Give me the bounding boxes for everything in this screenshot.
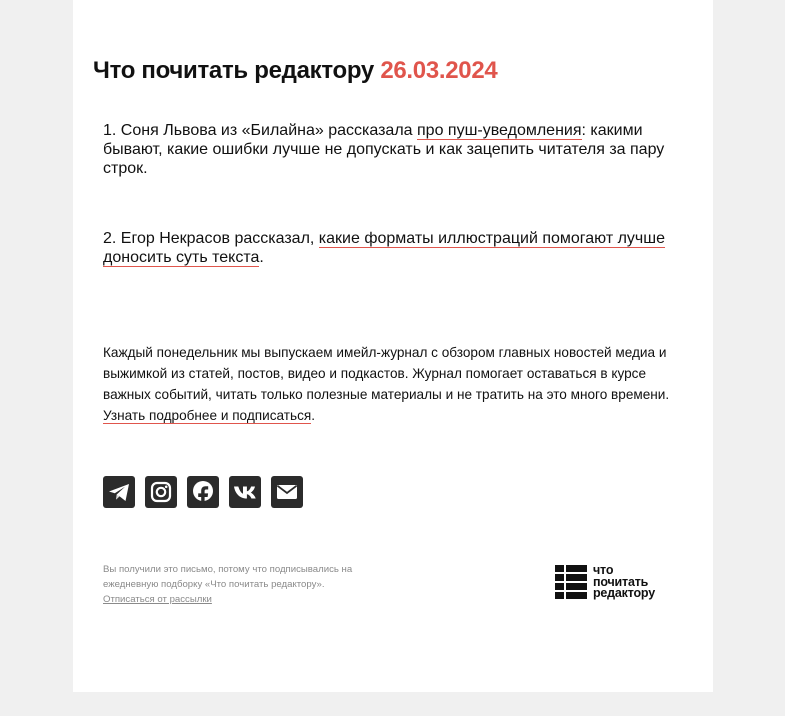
- telegram-icon[interactable]: [103, 476, 135, 508]
- footer-text: Вы получили это письмо, потому что подписывались на ежедневную подборку «Что почитать редактору».: [103, 564, 353, 590]
- article-link[interactable]: про пуш-уведомления: [417, 122, 582, 139]
- instagram-icon[interactable]: [145, 476, 177, 508]
- email-card: [73, 0, 713, 692]
- logo-mark-icon: [555, 565, 587, 599]
- social-links: [103, 476, 303, 508]
- about-text: Каждый понедельник мы выпускаем имейл-журнал с обзором главных новостей медиа и выжимкой из статей, постов, видео и подкастов. Журнал помогает оставаться в курсе важных событий, читать только полезные материалы и не тратить на это много времени.: [103, 345, 670, 402]
- list-item: [103, 229, 688, 267]
- item-text-after: .: [259, 249, 264, 266]
- list-item: [103, 121, 688, 178]
- logo-wordmark: [593, 565, 655, 600]
- subscribe-link[interactable]: Узнать подробнее и подписаться: [103, 408, 312, 423]
- page-title: [93, 57, 497, 85]
- logo: [555, 565, 655, 600]
- facebook-icon[interactable]: [187, 476, 219, 508]
- article-link[interactable]: какие форматы иллюстраций помогают лучше доносить суть текста: [103, 230, 665, 266]
- logo-line: почитать: [593, 574, 649, 589]
- item-text-after: : какими бывают, какие ошибки лучше не допускать и как зацепить читателя за пару строк.: [103, 122, 665, 177]
- logo-line: редактору: [593, 586, 655, 600]
- email-icon[interactable]: [271, 476, 303, 508]
- item-text: 2. Егор Некрасов рассказал,: [103, 230, 319, 247]
- logo-line: что: [593, 563, 614, 577]
- issue-date: 26.03.2024: [380, 57, 498, 84]
- about-text-after: .: [311, 408, 316, 423]
- footer-note: [103, 562, 393, 607]
- title-text: Что почитать редактору: [93, 57, 374, 84]
- vk-icon[interactable]: [229, 476, 261, 508]
- unsubscribe-link[interactable]: Отписаться от рассылки: [103, 594, 212, 605]
- about-paragraph: [103, 342, 693, 426]
- item-text: 1. Соня Львова из «Билайна» рассказала: [103, 122, 417, 139]
